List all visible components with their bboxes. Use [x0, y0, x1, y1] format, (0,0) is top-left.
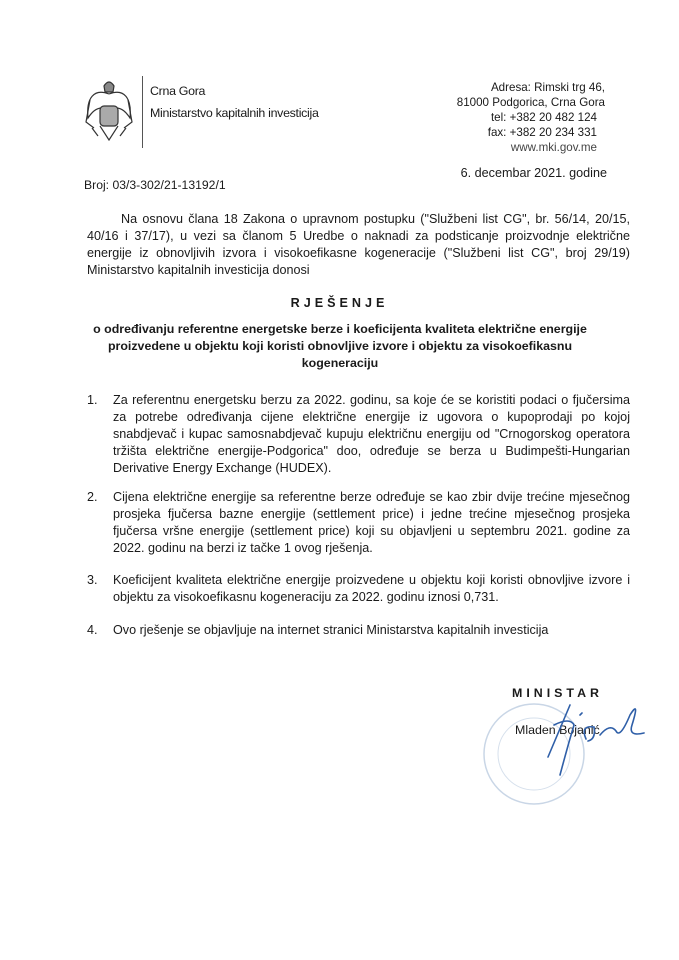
decision-title: RJEŠENJE	[290, 296, 389, 310]
preamble-text: Na osnovu člana 18 Zakona o upravnom postupku ("Službeni list CG", br. 56/14, 20/15, 40/16 i 37/17), u vezi sa članom 5 Uredbe o naknadi za podsticanje proizvodnje električne energije iz obnovljivih izvora i visokoefikasne kogeneracije ("Službeni list CG", broj 29/19) Ministarstvo kapitalnih investicija donosi	[87, 212, 630, 277]
list-item	[87, 489, 630, 557]
item-number: 3.	[87, 573, 98, 587]
item-number: 1.	[87, 393, 98, 407]
decision-subtitle: o određivanju referentne energetske berze i koeficijenta kvaliteta električne energije proizvedene u objektu koji koristi obnovljive izvore i objektu za visokoefikasnu kogeneraciju	[93, 322, 587, 370]
ministry-name: Ministarstvo kapitalnih investicija	[150, 106, 319, 120]
header-divider	[142, 76, 143, 148]
document-date: 6. decembar 2021. godine	[460, 166, 607, 180]
item-text: Cijena električne energije sa referentne berze određuje se kao zbir dvije trećine mjesečnog prosjeka fjučersa bazne energije (settlement price) i jedne trećine mjesečnog prosjeka fjučersa vršne energije (settlement price) koji su objavljeni u septembru 2021. godine za 2022. godinu na berzi iz tačke 1 ovog rješenja.	[113, 490, 630, 555]
address-city: 81000 Podgorica, Crna Gora	[456, 96, 605, 109]
country-name: Crna Gora	[150, 84, 206, 98]
address-street: Adresa: Rimski trg 46,	[490, 81, 605, 94]
website: www.mki.gov.me	[510, 141, 597, 154]
organization-block	[150, 80, 319, 124]
contact-address	[457, 80, 605, 155]
item-text: Za referentnu energetsku berzu za 2022. godinu, sa koje će se koristiti podaci o fjučersima za potrebe određivanja cijene električne energije iz ugovora o kupoprodaji po kojoj snabdjevač i kupac samosnabdjevač kupuju električnu energiju od "Crnogorskog operatora tržišta električne energije-Podgorica" doo, određuje se berza u Budimpešti-Hungarian Derivative Energy Exchange (HUDEX).	[113, 393, 630, 475]
preamble	[87, 211, 630, 279]
list-item	[87, 572, 630, 606]
list-item	[87, 622, 630, 639]
item-text: Ovo rješenje se objavljuje na internet stranici Ministarstva kapitalnih investicija	[113, 623, 549, 637]
signatory-role: MINISTAR	[512, 686, 603, 700]
phone: tel: +382 20 482 124	[490, 111, 597, 124]
fax: fax: +382 20 234 331	[487, 126, 597, 139]
item-number: 4.	[87, 623, 98, 637]
document-number: Broj: 03/3-302/21-13192/1	[84, 178, 226, 192]
coat-of-arms-logo	[84, 78, 134, 148]
item-number: 2.	[87, 490, 98, 504]
handwritten-signature	[540, 695, 650, 785]
item-text: Koeficijent kvaliteta električne energije proizvedene u objektu koji koristi obnovljive izvore i objektu za visokoefikasnu kogeneraciju za 2022. godinu iznosi 0,731.	[113, 573, 630, 604]
list-item	[87, 392, 630, 477]
signatory-name: Mladen Bojanić	[515, 723, 600, 737]
